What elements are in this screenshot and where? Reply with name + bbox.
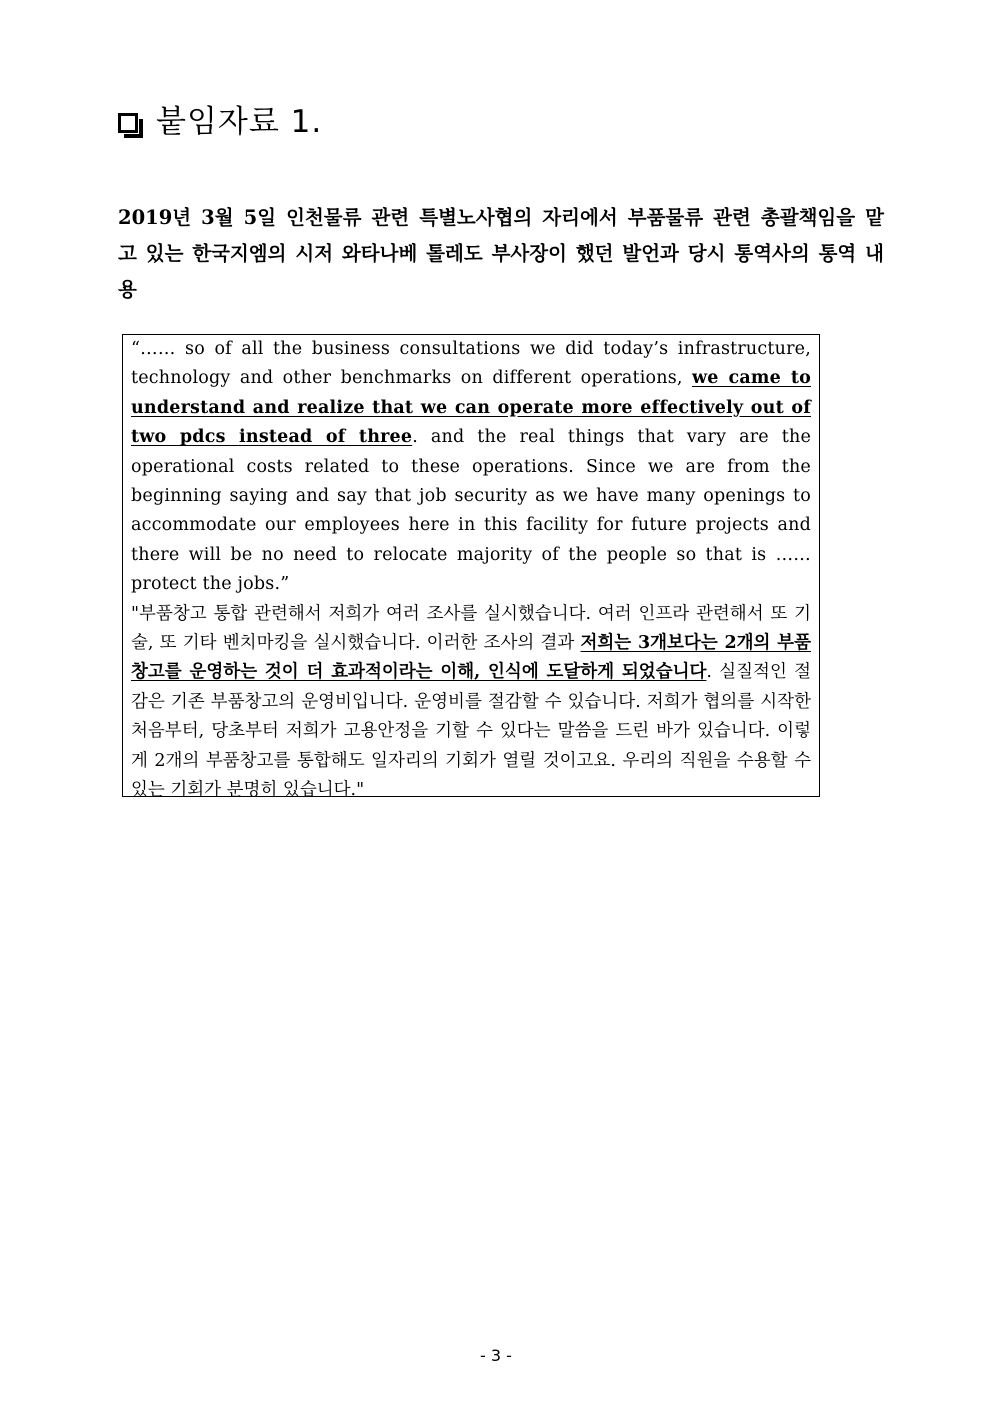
quote-english	[131, 335, 811, 600]
intro-paragraph: 2019년 3월 5일 인천물류 관련 특별노사협의 자리에서 부품물류 관련 총괄책임을 맡고 있는 한국지엠의 시저 와타나베 톨레도 부사장이 했던 발언과 당시 통역사의 통역 내용	[118, 206, 884, 301]
quote-korean-emphasis: 저희는 3개보다는 2개의 부품창고를 운영하는 것이 더 효과적이라는 이해, 인식에 도달하게 되었습니다	[131, 633, 811, 683]
checkbox-square-icon	[118, 113, 138, 133]
quote-korean-text-cont: . 실질적인 절감은 기존 부품창고의 운영비입니다. 운영비를 절감할 수 있습니다. 저희가 협의를 시작한 처음부터, 당초부터 저희가 고용안정을 기할 수 있다는 말씀을 드린 바가 있습니다. 이렇게 2개의 부품창고를 통합해도 일자리의 기회가 열릴 것이고요. 우리의 직원을 수용할 수 있는 기회가 분명히 있습니다."	[131, 662, 811, 801]
quote-english-text: “…… so of all the business consultations we did today’s infrastructure, technology and other benchmarks on different operations,	[131, 339, 811, 389]
quote-box	[122, 334, 820, 801]
quote-english-text-cont: . and the real things that vary are the operational costs related to these operations. Since we are from the beginning saying and say that job security as we have many openings to accommodate our employees here in this facility for future projects and there will be no need to relocate majority of the people so that is …… protect the jobs.”	[131, 427, 811, 595]
quote-korean	[131, 600, 811, 806]
page-number: - 3 -	[480, 1346, 512, 1365]
quote-korean-text: "부품창고 통합 관련해서 저희가 여러 조사를 실시했습니다. 여러 인프라 관련해서 또 기술, 또 기타 벤치마킹을 실시했습니다. 이러한 조사의 결과	[131, 603, 811, 654]
attachment-heading	[118, 96, 322, 141]
quote-english-emphasis: we came to understand and realize that we can operate more effectively out of two pdcs instead of three	[131, 368, 811, 448]
heading-text: 붙임자료 1.	[156, 104, 323, 140]
